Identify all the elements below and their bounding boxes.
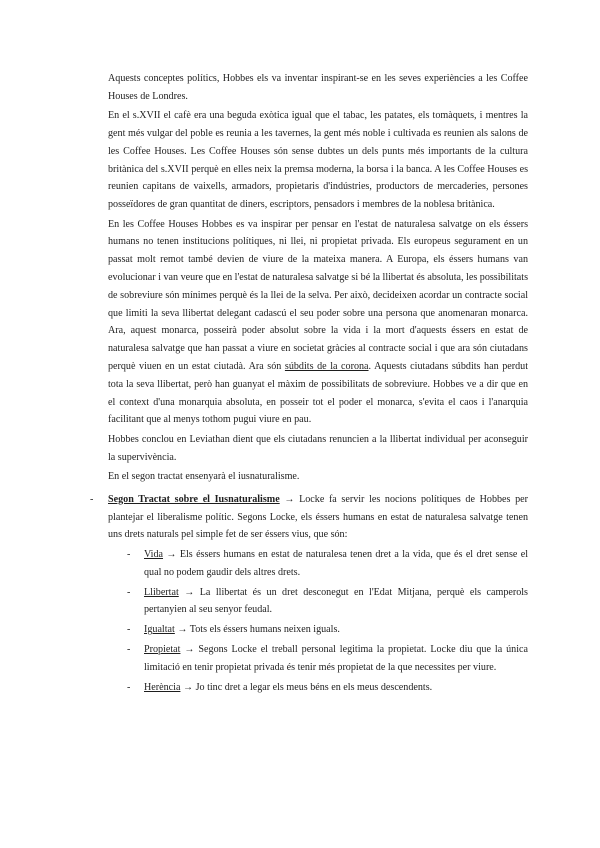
bullet-dash: -	[127, 644, 131, 656]
list-item-equality	[127, 621, 528, 639]
paragraph-coffee-houses: En el s.XVII el cafè era una beguda exòtica igual que el tabac, les patates, els tomàquets, i mentres la gent més vulgar del poble es reunia a les tavernes, la gent més noble i cultivada es reunien als salons de les Coffee Houses. Les Coffee Houses són sense dubtes un dels punts més importants de la cultura britànica del s.XVII perquè en elles neix la premsa moderna, la borsa i la banca. A les Coffee Houses es reunien capitans de vaixells, armadors, propietaris d'indústries, productors de mercaderies, persones posseïdores de gran quantitat de diners, escriptors, pensadors i membres de la noblesa britànica.	[108, 110, 528, 211]
list-item-description: → Jo tinc dret a legar els meus béns en els meus descendents.	[180, 681, 433, 693]
list-item-second-treatise	[90, 491, 528, 544]
list-item-description: → La llibertat és un dret desconegut en l'Edat Mitjana, perquè els camperols pertanyien al seu senyor feudal.	[144, 586, 528, 616]
list-item-text	[144, 584, 528, 620]
bullet-dash: -	[90, 493, 94, 505]
list-item-description: → Tots els éssers humans neixen iguals.	[174, 624, 340, 636]
paragraph-text: . Aquests ciutadans súbdits han perdut tota la seva llibertat, però han guanyat el màxim de possibilitats de sobreviure. Hobbes ve a dir que en el context d'una monarquia absoluta, en posseir tot el poder el monarca, s'evita el caos i l'anarquia facilitant que al menys tothom pugui viure en pau.	[108, 360, 528, 426]
underlined-phrase: súbdits de la corona	[284, 360, 369, 372]
bullet-dash: -	[127, 624, 131, 636]
paragraph-second-treatise: En el segon tractat ensenyarà el iusnaturalisme.	[108, 470, 300, 482]
list-item-text	[144, 641, 528, 677]
list-item-term: Herència	[144, 681, 181, 693]
list-item-inheritance	[127, 679, 528, 697]
list-item-term: Segon Tractat sobre el Iusnaturalisme	[108, 493, 280, 505]
paragraph-intro: Aquests conceptes polítics, Hobbes els va inventar inspirant-se en les seves experiències a les Coffee Houses de Londres.	[108, 73, 528, 102]
list-item-liberty	[127, 584, 528, 620]
list-item-description: → Locke fa servir les nocions polítiques de Hobbes per plantejar el liberalisme polític. Segons Locke, els éssers humans en estat de naturalesa salvatge tenen uns drets naturals pel simple fet de ser éssers vius, que són:	[108, 493, 528, 541]
list-item-text	[144, 679, 528, 697]
list-item-term: Llibertat	[144, 586, 179, 598]
bullet-dash: -	[127, 549, 131, 561]
list-item-text	[144, 546, 528, 582]
bullet-dash: -	[127, 586, 131, 598]
paragraph-text: En les Coffee Houses Hobbes es va inspirar per pensar en l'estat de naturalesa salvatge on els éssers humans no tenen institucions polítiques, ni llei, ni propietat privada. Els europeus segurament en un passat molt remot també devien de viure de la mateixa manera. A Europa, els éssers humans van evolucionar i van veure que en l'estat de naturalesa salvatge si bé la llibertat és absoluta, les possibilitats de sobreviure són mínimes perquè és la llei de la selva. Per això, decideixen acordar un contracte social que limiti la seva llibertat delegant cadascú el seu poder sobre una persona que anomenaran monarca. Ara, aquest monarca, posseirà poder absolut sobre la vida i la mort d'aquests éssers en estat de naturalesa salvatge que han passat a viure en societat gràcies al contracte social i que ara són ciutadans perquè viuen en un estat ciutadà. Ara són	[108, 218, 529, 372]
paragraph-state-of-nature	[108, 216, 528, 430]
paragraph-leviathan: Hobbes conclou en Leviathan dient que els ciutadans renuncien a la llibertat individual per aconseguir la supervivència.	[108, 433, 528, 463]
list-item-text	[108, 491, 528, 544]
list-item-property	[127, 641, 528, 677]
list-item-term: Vida	[144, 549, 164, 561]
list-item-description: → Segons Locke el treball personal legitima la propietat. Locke diu que la única limitació en tenir propietat privada és tenir més propietat de la que necessites per viure.	[144, 644, 528, 673]
list-item-text	[144, 621, 528, 639]
list-item-life	[127, 546, 528, 582]
document-body	[90, 70, 529, 696]
list-item-term: Propietat	[144, 644, 181, 656]
bullet-dash: -	[127, 681, 131, 693]
list-item-term: Igualtat	[144, 624, 175, 636]
list-item-description: → Els éssers humans en estat de naturalesa tenen dret a la vida, que és el dret sense el qual no podem gaudir dels altres drets.	[144, 549, 528, 578]
